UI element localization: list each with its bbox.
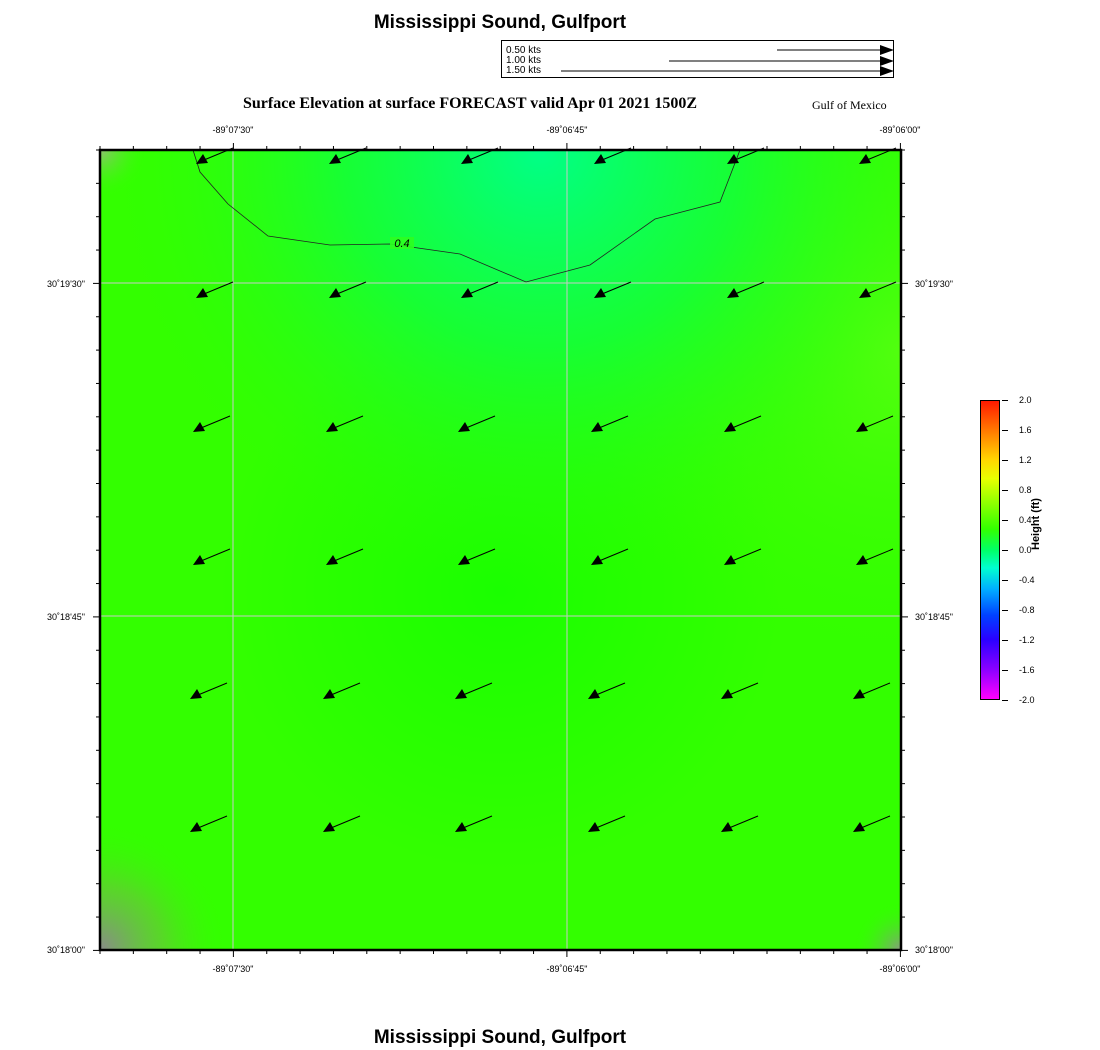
lon-tick-bottom-2: -89˚06'00" [879,964,921,974]
lon-tick-bottom-1: -89˚06'45" [546,964,588,974]
colorbar-label: -1.6 [1019,665,1035,675]
legend-label-1.5: 1.50 kts [506,65,542,76]
colorbar-label: -0.4 [1019,575,1035,585]
colorbar-label: 0.8 [1019,485,1032,495]
colorbar-tick [1002,430,1008,431]
lon-tick-top-2: -89˚06'00" [879,125,921,135]
elevation-field [100,150,901,950]
map-title: Mississippi Sound, Gulfport [373,12,627,33]
lat-tick-right-1: 30˚18'45" [915,612,953,622]
region-label: Gulf of Mexico [812,98,887,112]
longitude-labels-bottom [213,964,921,974]
lon-tick-bottom-0: -89˚07'30" [212,964,254,974]
colorbar-label: 0.0 [1019,545,1032,555]
forecast-subtitle: Surface Elevation at surface FORECAST valid Apr 01 2021 1500Z [243,95,698,112]
lat-tick-right-2: 30˚18'00" [915,945,953,955]
colorbar-tick [1002,460,1008,461]
colorbar-tick [1002,640,1008,641]
colorbar-tick [1002,490,1008,491]
lon-tick-top-1: -89˚06'45" [546,125,588,135]
colorbar-label: -0.8 [1019,605,1035,615]
colorbar-label: -2.0 [1019,695,1035,705]
lat-tick-left-0: 30˚19'30" [47,279,85,289]
colorbar-label: 1.2 [1019,455,1032,465]
colorbar-label: -1.2 [1019,635,1035,645]
colorbar-label: 0.4 [1019,515,1032,525]
colorbar-tick [1002,700,1008,701]
legend-label-1.0: 1.00 kts [506,55,542,66]
colorbar-tick [1002,520,1008,521]
legend-label-0.5: 0.50 kts [506,45,542,56]
map-title-bottom: Mississippi Sound, Gulfport [373,1027,627,1048]
latitude-labels-left [47,279,85,955]
lat-tick-left-1: 30˚18'45" [47,612,85,622]
colorbar-label: 2.0 [1019,395,1032,405]
lon-tick-top-0: -89˚07'30" [212,125,254,135]
colorbar-tick [1002,550,1008,551]
colorbar-tick [1002,670,1008,671]
lat-tick-left-2: 30˚18'00" [47,945,85,955]
colorbar-tick [1002,610,1008,611]
latitude-labels-right [915,279,953,955]
longitude-labels-top [213,125,921,135]
colorbar-label: 1.6 [1019,425,1032,435]
colorbar-title: Height (ft) [1030,498,1042,550]
height-colorbar [980,400,1000,700]
lat-tick-right-0: 30˚19'30" [915,279,953,289]
contour-label: 0.4 [394,238,410,250]
colorbar-tick [1002,400,1008,401]
colorbar-tick [1002,580,1008,581]
